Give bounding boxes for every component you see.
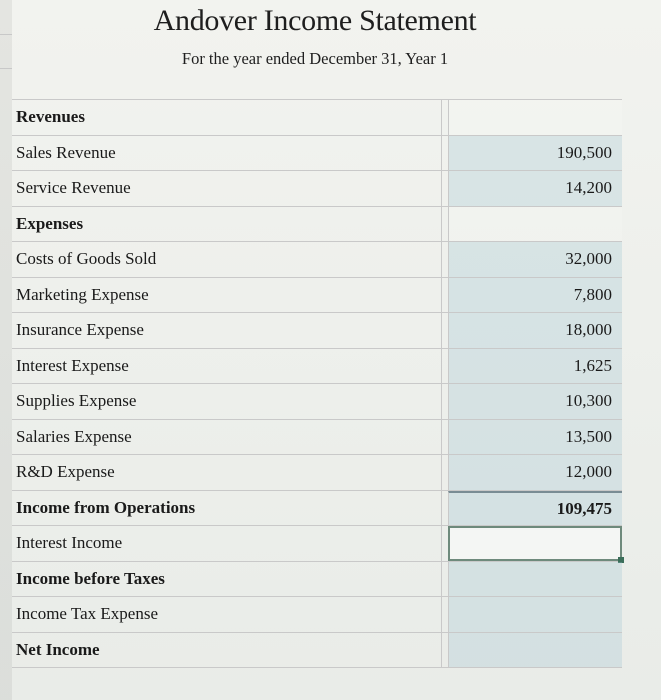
table-row bbox=[12, 349, 622, 385]
amount-cell[interactable] bbox=[448, 633, 622, 668]
row-label: Income before Taxes bbox=[12, 562, 442, 597]
amount-cell[interactable]: 32,000 bbox=[448, 242, 622, 277]
row-label: R&D Expense bbox=[12, 455, 442, 490]
row-label: Sales Revenue bbox=[12, 136, 442, 171]
row-divider bbox=[0, 68, 12, 69]
table-row bbox=[12, 562, 622, 598]
table-row bbox=[12, 278, 622, 314]
table-row bbox=[12, 171, 622, 207]
amount-cell[interactable]: 7,800 bbox=[448, 278, 622, 313]
table-row bbox=[12, 384, 622, 420]
amount-cell[interactable]: 1,625 bbox=[448, 349, 622, 384]
row-label: Supplies Expense bbox=[12, 384, 442, 419]
table-row bbox=[12, 633, 622, 669]
table-row bbox=[12, 455, 622, 491]
table-row bbox=[12, 597, 622, 633]
amount-cell[interactable]: 18,000 bbox=[448, 313, 622, 348]
row-label: Interest Expense bbox=[12, 349, 442, 384]
row-divider bbox=[0, 34, 12, 35]
row-label: Income from Operations bbox=[12, 491, 442, 526]
page-subtitle: For the year ended December 31, Year 1 bbox=[181, 49, 449, 68]
row-label: Income Tax Expense bbox=[12, 597, 442, 632]
amount-cell[interactable]: 14,200 bbox=[448, 171, 622, 206]
amount-input-cell[interactable] bbox=[448, 526, 622, 561]
table-row bbox=[12, 100, 622, 136]
row-label: Insurance Expense bbox=[12, 313, 442, 348]
table-row bbox=[12, 491, 622, 527]
row-label: Expenses bbox=[12, 207, 442, 242]
row-label: Interest Income bbox=[12, 526, 442, 561]
amount-cell bbox=[448, 207, 622, 242]
amount-cell[interactable] bbox=[448, 597, 622, 632]
row-label: Service Revenue bbox=[12, 171, 442, 206]
row-label: Costs of Goods Sold bbox=[12, 242, 442, 277]
table-row bbox=[12, 526, 622, 562]
table-row bbox=[12, 242, 622, 278]
row-label: Revenues bbox=[12, 100, 442, 135]
amount-cell[interactable]: 109,475 bbox=[448, 491, 622, 526]
amount-cell[interactable] bbox=[448, 562, 622, 597]
amount-cell[interactable]: 190,500 bbox=[448, 136, 622, 171]
table-row bbox=[12, 313, 622, 349]
income-statement-table bbox=[12, 99, 622, 668]
table-row bbox=[12, 136, 622, 172]
amount-cell[interactable]: 12,000 bbox=[448, 455, 622, 490]
table-row bbox=[12, 420, 622, 456]
page-title: Andover Income Statement bbox=[153, 4, 477, 37]
table-row bbox=[12, 207, 622, 243]
row-label: Net Income bbox=[12, 633, 442, 668]
amount-cell[interactable]: 10,300 bbox=[448, 384, 622, 419]
amount-cell[interactable]: 13,500 bbox=[448, 420, 622, 455]
row-label: Marketing Expense bbox=[12, 278, 442, 313]
row-label: Salaries Expense bbox=[12, 420, 442, 455]
amount-cell bbox=[448, 100, 622, 135]
